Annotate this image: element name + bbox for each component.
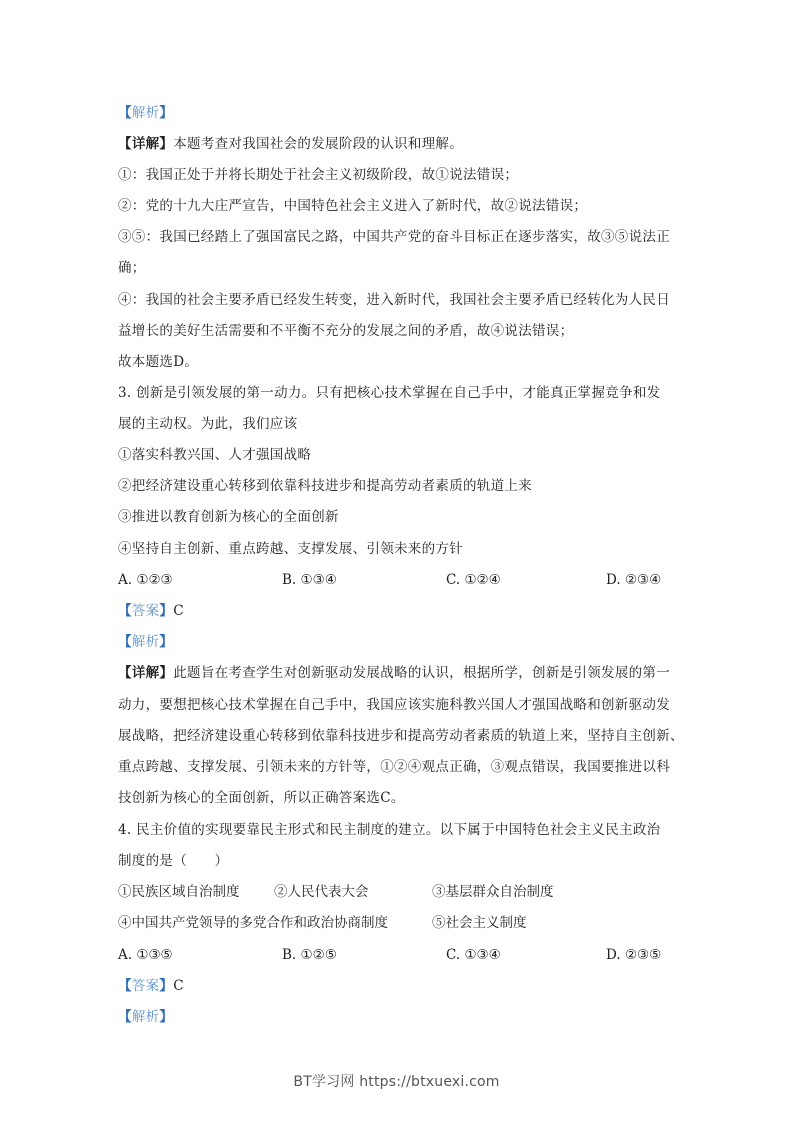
option-d: D. ②③⑤ [606, 947, 662, 963]
option-a: A. ①②③ [118, 572, 173, 588]
question-3-statement: ③推进以教育创新为核心的全面创新 [118, 509, 339, 525]
question-4-statement: ③基层群众自治制度 [432, 884, 554, 900]
question-3-stem: 3. 创新是引领发展的第一动力。只有把核心技术掌握在自己手中，才能真正掌握竞争和发 [118, 385, 661, 401]
answer-line: 【答案】C [118, 978, 184, 994]
question-4-stem: 4. 民主价值的实现要靠民主形式和民主制度的建立。以下属于中国特色社会主义民主政治 [118, 822, 661, 838]
footer-watermark: BT学习网 https://btxuexi.com [293, 1074, 500, 1090]
detail-label: 详解 [131, 136, 160, 152]
question-3-stem: 展的主动权。为此，我们应该 [118, 416, 298, 432]
answer-label: 答案 [131, 603, 160, 619]
detail-intro: 本题考查对我国社会的发展阶段的认识和理解。 [173, 136, 464, 152]
option-b: B. ①②⑤ [282, 947, 337, 963]
detail-line: 技创新为核心的全面创新，所以正确答案选C。 [118, 790, 405, 806]
point-line: ②：党的十九大庄严宣告，中国特色社会主义进入了新时代，故②说法错误； [118, 198, 588, 214]
option-b: B. ①③④ [282, 572, 337, 588]
option-c: C. ①②④ [446, 572, 501, 588]
point-line: 益增长的美好生活需要和不平衡不充分的发展之间的矛盾，故④说法错误； [118, 323, 574, 339]
answer-label: 答案 [131, 978, 160, 994]
point-line: ④：我国的社会主要矛盾已经发生转变，进入新时代，我国社会主要矛盾已经转化为人民日 [118, 292, 670, 308]
analysis-label-text: 解析 [131, 105, 160, 121]
question-4-statement: ②人民代表大会 [274, 884, 369, 900]
analysis-label: 【解析】 [118, 1009, 174, 1025]
analysis-label: 【解析】 [118, 634, 174, 650]
detail-line: 动力，要想把核心技术掌握在自己手中，我国应该实施科教兴国人才强国战略和创新驱动发 [118, 697, 670, 713]
answer-value: C [173, 978, 184, 994]
question-3-statement: ①落实科教兴国、人才强国战略 [118, 447, 312, 463]
analysis-label: 【解析】 [118, 105, 174, 121]
conclusion-line: 故本题选D。 [118, 354, 199, 370]
detail-paragraph: 【详解】此题旨在考查学生对创新驱动发展战略的认识，根据所学，创新是引领发展的第一 [118, 665, 671, 681]
question-4-statement: ⑤社会主义制度 [432, 915, 527, 931]
point-line: ①：我国正处于并将长期处于社会主义初级阶段，故①说法错误； [118, 167, 519, 183]
analysis-label-text: 解析 [131, 634, 160, 650]
detail-paragraph: 【详解】本题考查对我国社会的发展阶段的认识和理解。 [118, 136, 464, 152]
detail-line: 重点跨越、支撑发展、引领未来的方针等，①②④观点正确，③观点错误，我国要推进以科 [118, 759, 670, 775]
detail-label: 详解 [131, 665, 160, 681]
question-4-statement: ①民族区域自治制度 [118, 884, 240, 900]
detail-line: 展战略，把经济建设重心转移到依靠科技进步和提高劳动者素质的轨道上来，坚持自主创新、 [118, 728, 684, 744]
question-4-statement: ④中国共产党领导的多党合作和政治协商制度 [118, 915, 388, 931]
point-line: ③⑤：我国已经踏上了强国富民之路，中国共产党的奋斗目标正在逐步落实，故③⑤说法正 [118, 229, 670, 245]
option-d: D. ②③④ [606, 572, 662, 588]
answer-line: 【答案】C [118, 603, 184, 619]
answer-value: C [173, 603, 184, 619]
point-line: 确； [118, 260, 146, 276]
question-3-statement: ②把经济建设重心转移到依靠科技进步和提高劳动者素质的轨道上来 [118, 478, 532, 494]
question-3-statement: ④坚持自主创新、重点跨越、支撑发展、引领未来的方针 [118, 541, 463, 557]
option-a: A. ①③⑤ [118, 947, 173, 963]
question-4-stem: 制度的是（ ） [118, 853, 229, 869]
analysis-label-text: 解析 [131, 1009, 160, 1025]
option-c: C. ①③④ [446, 947, 501, 963]
